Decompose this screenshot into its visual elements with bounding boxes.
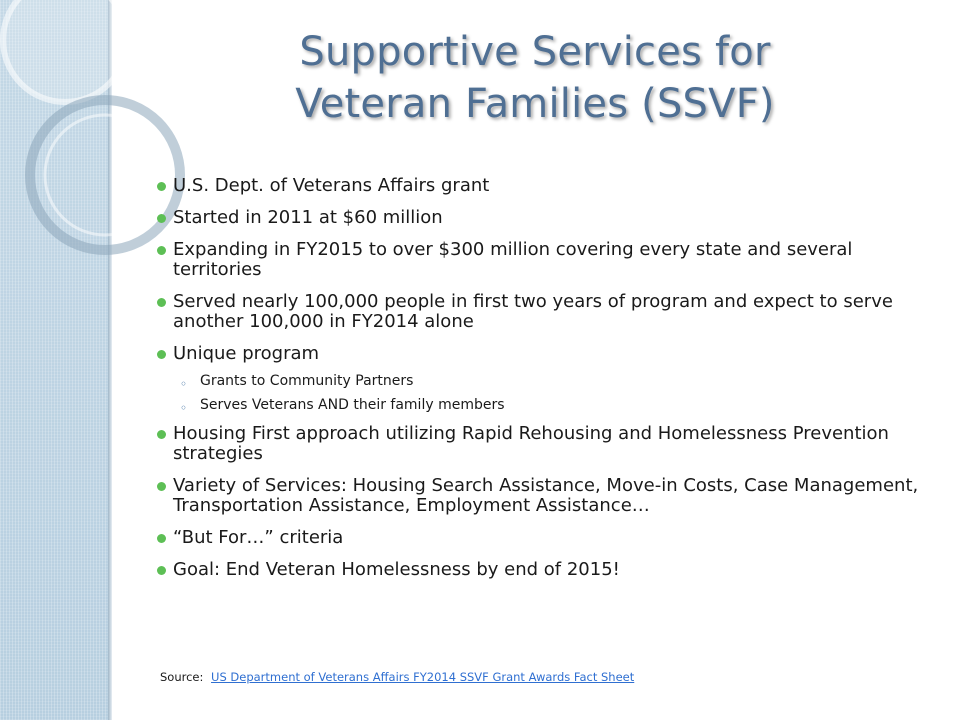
bullet-text: “But For…” criteria <box>173 527 344 548</box>
bullet-dot-icon <box>157 430 166 439</box>
sub-bullet-ring-icon: ◦ <box>180 401 188 415</box>
bullet-dot-icon <box>157 350 166 359</box>
sub-bullet-item <box>160 372 930 390</box>
bullet-text: Started in 2011 at $60 million <box>173 207 443 228</box>
source-link[interactable]: US Department of Veterans Affairs FY2014 SSVF Grant Awards Fact Sheet <box>211 670 635 684</box>
bullet-item <box>160 208 930 228</box>
bullet-item <box>160 344 930 364</box>
bullet-dot-icon <box>157 482 166 491</box>
bullet-item <box>160 240 930 280</box>
sub-bullet-ring-icon: ◦ <box>180 377 188 391</box>
bullet-dot-icon <box>157 298 166 307</box>
bullet-dot-icon <box>157 566 166 575</box>
bullet-item <box>160 292 930 332</box>
bullet-text: Served nearly 100,000 people in first two years of program and expect to serve another 100,000 in FY2014 alone <box>173 291 893 332</box>
bullet-item <box>160 528 930 548</box>
bullet-list <box>160 176 930 592</box>
title-line-2: Veteran Families (SSVF) <box>295 81 775 127</box>
sub-bullet-item <box>160 396 930 414</box>
bullet-text: Goal: End Veteran Homelessness by end of 2015! <box>173 559 620 580</box>
bullet-text: U.S. Dept. of Veterans Affairs grant <box>173 175 490 196</box>
bullet-dot-icon <box>157 214 166 223</box>
bullet-item <box>160 560 930 580</box>
slide-title <box>150 26 920 130</box>
source-citation <box>160 670 634 684</box>
bullet-text: Housing First approach utilizing Rapid Rehousing and Homelessness Prevention strategies <box>173 423 889 464</box>
sub-bullet-text: Grants to Community Partners <box>200 373 414 389</box>
bullet-item <box>160 424 930 464</box>
bullet-dot-icon <box>157 182 166 191</box>
bullet-item <box>160 176 930 196</box>
bullet-dot-icon <box>157 246 166 255</box>
bullet-text: Expanding in FY2015 to over $300 million covering every state and several territories <box>173 239 853 280</box>
source-label: Source: <box>160 670 204 684</box>
sub-bullet-text: Serves Veterans AND their family members <box>200 397 505 413</box>
bullet-text: Unique program <box>173 343 320 364</box>
bullet-dot-icon <box>157 534 166 543</box>
title-line-1: Supportive Services for <box>299 29 771 75</box>
bullet-item <box>160 476 930 516</box>
bullet-text: Variety of Services: Housing Search Assistance, Move-in Costs, Case Management, Transportation Assistance, Employment Assistance… <box>173 475 919 516</box>
